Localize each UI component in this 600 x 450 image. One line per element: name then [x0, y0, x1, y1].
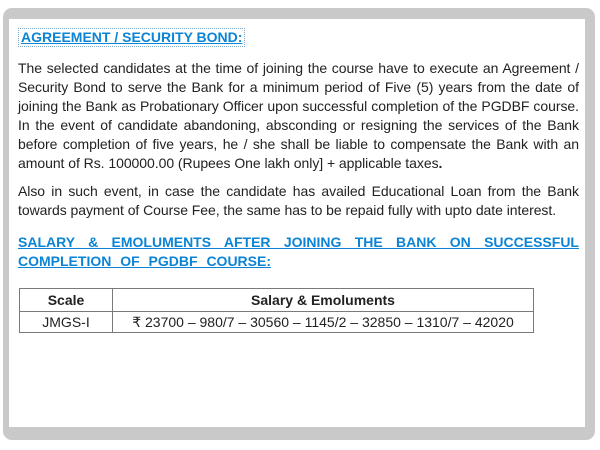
scale-cell: JMGS-I — [20, 312, 113, 333]
table-header-row — [20, 289, 534, 312]
agreement-paragraph-text: The selected candidates at the time of joining the course have to execute an Agreement / Security Bond to serve the Bank for a minimum period of Five (5) years from the date of joining the Bank as Probationary Officer upon successful completion of the PGDBF course. In the event of candidate abandoning, absconding or resigning the services of the Bank before completion of five years, he / she shall be liable to compensate the Bank with an amount of Rs. 100000.00 (Rupees One lakh only] + applicable taxes — [18, 60, 579, 171]
salary-heading: SALARY & EMOLUMENTS AFTER JOINING THE BANK ON SUCCESSFUL COMPLETION OF PGDBF COURSE: — [18, 234, 579, 269]
agreement-paragraph-end: . — [438, 155, 443, 171]
table-row — [20, 312, 534, 333]
agreement-paragraph — [18, 59, 579, 173]
scale-column-header: Scale — [20, 289, 113, 312]
salary-cell: ₹ 23700 – 980/7 – 30560 – 1145/2 – 32850 – 1310/7 – 42020 — [113, 312, 534, 333]
education-loan-paragraph: Also in such event, in case the candidate has availed Educational Loan from the Bank towards payment of Course Fee, the same has to be repaid fully with upto date interest. — [18, 183, 579, 218]
salary-column-header: Salary & Emoluments — [113, 289, 534, 312]
agreement-heading: AGREEMENT / SECURITY BOND: — [18, 28, 245, 47]
document-page — [9, 19, 585, 427]
salary-table — [19, 288, 534, 333]
